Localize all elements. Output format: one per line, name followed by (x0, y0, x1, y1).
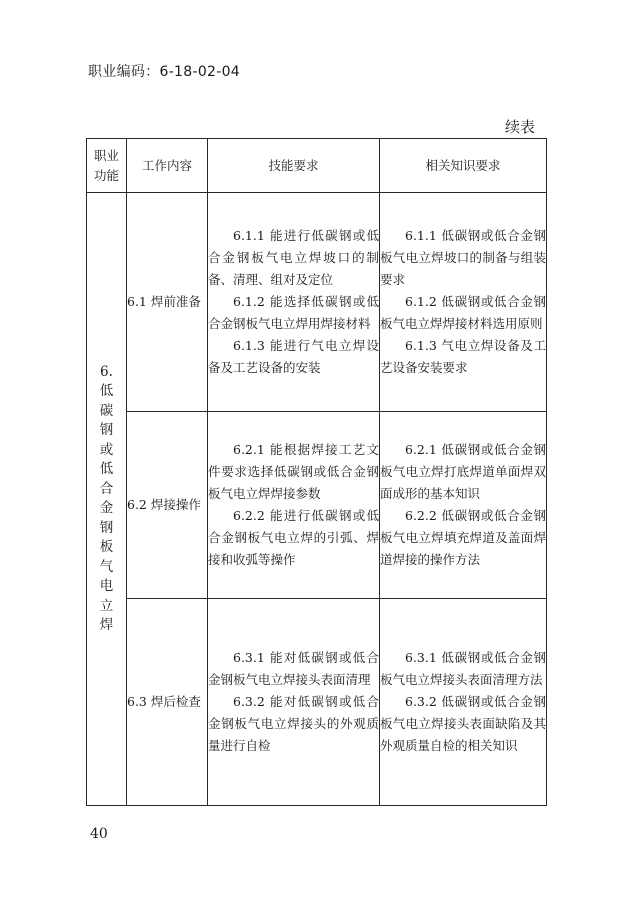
table-header-row (87, 139, 547, 193)
knowledge-item: 6.2.1 低碳钢或低合金钢板气电立焊打底焊道单面焊双面成形的基本知识 (380, 442, 546, 501)
skills-cell (208, 412, 380, 599)
knowledge-cell (380, 193, 547, 412)
header-work-content: 工作内容 (127, 139, 208, 193)
function-cell (87, 193, 127, 806)
header-function: 职业功能 (87, 139, 127, 193)
page-number: 40 (90, 826, 108, 842)
skill-item: 6.3.1 能对低碳钢或低合金钢板气电立焊接头表面清理 (208, 650, 379, 687)
knowledge-cell (380, 599, 547, 806)
header-skills: 技能要求 (208, 139, 380, 193)
continuation-label: 续表 (504, 118, 535, 136)
knowledge-item: 6.3.2 低碳钢或低合金钢板气电立焊接头表面缺陷及其外观质量自检的相关知识 (380, 694, 546, 753)
table-row (87, 412, 547, 599)
job-code: 职业编码：6-18-02-04 (88, 64, 241, 80)
skill-item: 6.2.1 能根据焊接工艺文件要求选择低碳钢或低合金钢板气电立焊焊接参数 (208, 442, 379, 501)
knowledge-item: 6.1.2 低碳钢或低合金钢板气电立焊焊接材料选用原则 (380, 294, 546, 331)
knowledge-cell (380, 412, 547, 599)
skills-cell (208, 599, 380, 806)
knowledge-item: 6.1.3 气电立焊设备及工艺设备安装要求 (380, 338, 546, 375)
work-content-cell: 6.3 焊后检查 (127, 599, 208, 806)
skill-item: 6.1.2 能选择低碳钢或低合金钢板气电立焊用焊接材料 (208, 294, 379, 331)
skill-item: 6.2.2 能进行低碳钢或低合金钢板气电立焊的引弧、焊接和收弧等操作 (208, 508, 379, 567)
knowledge-item: 6.2.2 低碳钢或低合金钢板气电立焊填充焊道及盖面焊道焊接的操作方法 (380, 508, 546, 567)
skill-item: 6.3.2 能对低碳钢或低合金钢板气电立焊接头的外观质量进行自检 (208, 694, 379, 753)
knowledge-item: 6.1.1 低碳钢或低合金钢板气电立焊坡口的制备与组装要求 (380, 228, 546, 287)
skill-item: 6.1.1 能进行低碳钢或低合金钢板气电立焊坡口的制备、清理、组对及定位 (208, 228, 379, 287)
header-knowledge: 相关知识要求 (380, 139, 547, 193)
function-label: 6. 低碳钢或低合金钢板气电立焊 (99, 363, 114, 633)
work-content-cell: 6.2 焊接操作 (127, 412, 208, 599)
skill-item: 6.1.3 能进行气电立焊设备及工艺设备的安装 (208, 338, 379, 375)
knowledge-item: 6.3.1 低碳钢或低合金钢板气电立焊接头表面清理方法 (380, 650, 546, 687)
work-content-cell: 6.1 焊前准备 (127, 193, 208, 412)
skills-cell (208, 193, 380, 412)
table-row (87, 193, 547, 412)
table-row (87, 599, 547, 806)
standards-table (86, 138, 547, 806)
